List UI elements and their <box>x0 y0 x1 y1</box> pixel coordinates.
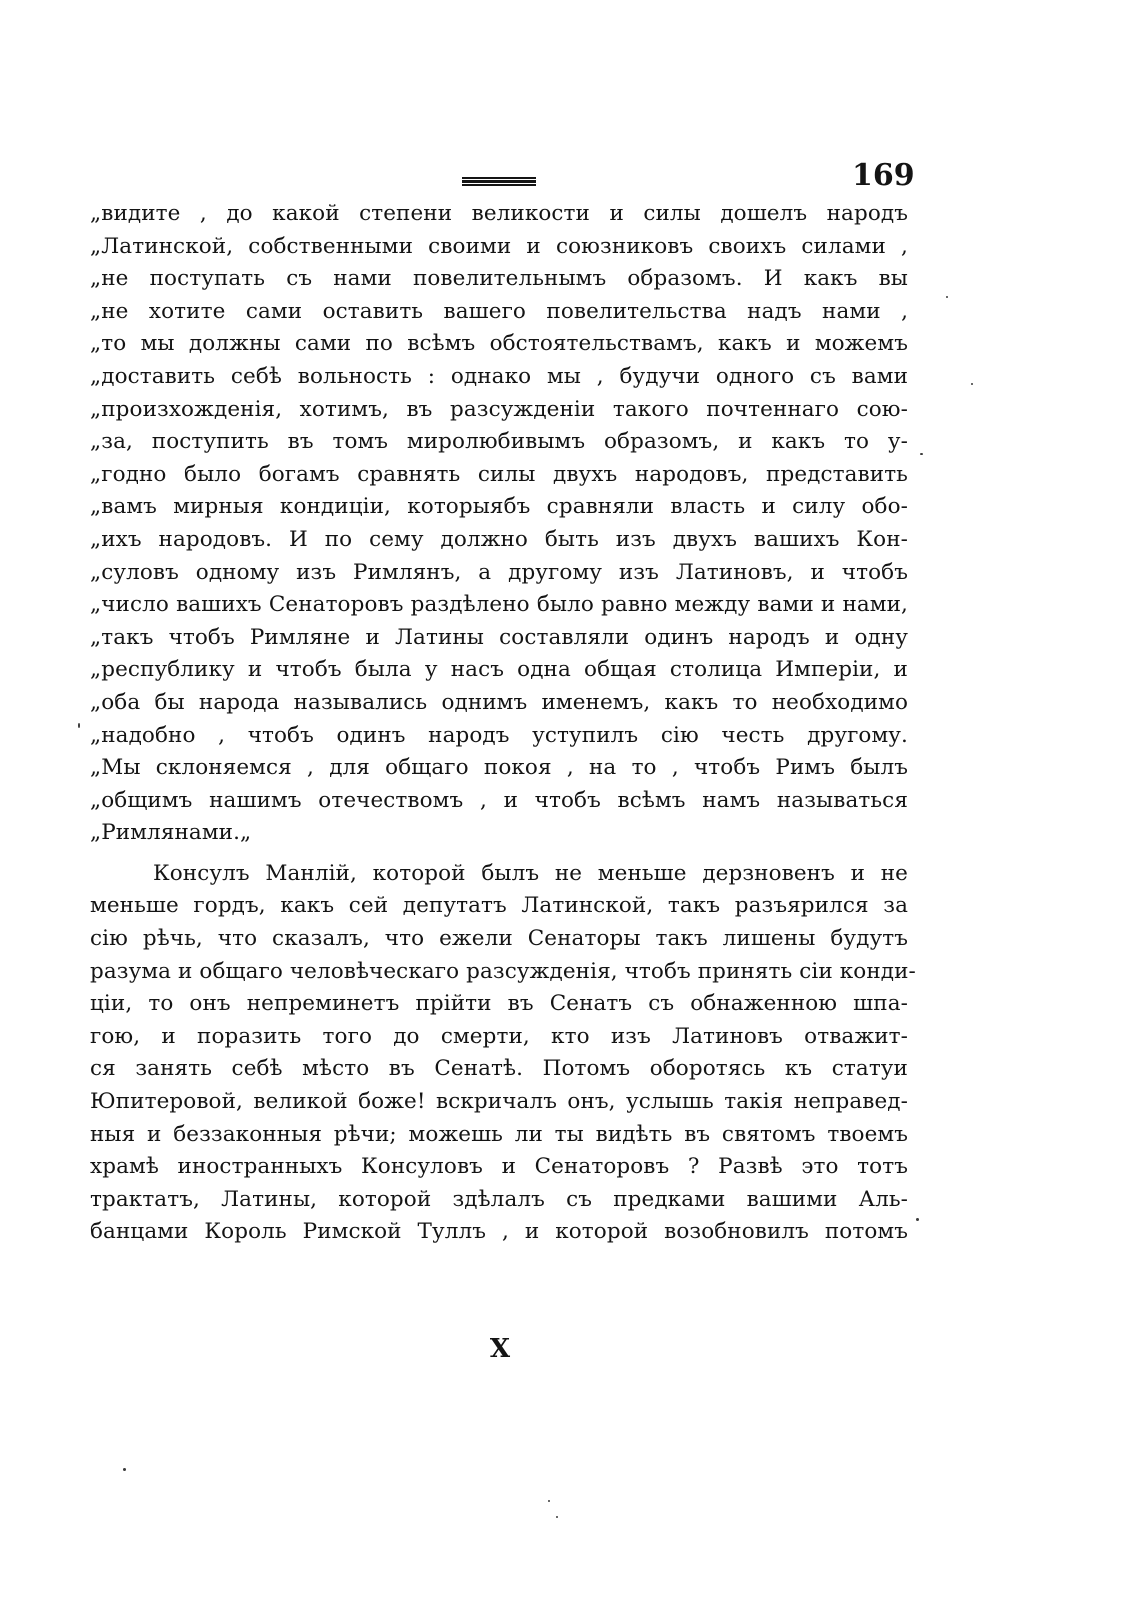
text-line: „Римлянами.„ <box>90 820 252 846</box>
text-line: „то мы должны сами по всѣмъ обстоятельствамъ, какъ и можемъ <box>90 331 908 357</box>
paper-speck <box>556 1516 558 1518</box>
page-number: 169 <box>852 158 915 193</box>
signature-mark: X <box>489 1334 511 1364</box>
text-line: „такъ чтобъ Римляне и Латины составляли одинъ народъ и одну <box>90 624 908 650</box>
text-line: „не хотите сами оставить вашего повелительства надъ нами , <box>90 298 908 324</box>
text-line: Консулъ Манлій, которой былъ не меньше дерзновенъ и не <box>153 860 908 886</box>
text-line: ся занять себѣ мѣсто въ Сенатѣ. Потомъ оборотясь къ статуи <box>90 1056 908 1082</box>
text-line: банцами Король Римской Туллъ , и которой возобновилъ потомъ <box>90 1219 908 1245</box>
body-text <box>90 198 916 1249</box>
paper-speck <box>78 723 80 728</box>
text-line: разума и общаго человѣческаго разсужденія, чтобъ принять сіи конди- <box>90 958 916 984</box>
text-line: „за, поступить въ томъ миролюбивымъ образомъ, и какъ то у- <box>90 429 908 455</box>
paper-speck <box>123 1468 126 1471</box>
text-line: „доставить себѣ вольность : однако мы , будучи одного съ вами <box>90 363 908 389</box>
text-line: „ихъ народовъ. И по сему должно быть изъ двухъ вашихъ Кон- <box>90 526 908 552</box>
text-line: „вамъ мирныя кондиціи, которыябъ сравняли власть и силу обо- <box>90 494 908 520</box>
text-line: трактатъ, Латины, которой здѣлалъ съ предками вашими Аль- <box>90 1186 908 1212</box>
paper-speck <box>946 296 948 298</box>
paper-speck <box>971 383 973 385</box>
text-line: „общимъ нашимъ отечествомъ , и чтобъ всѣмъ намъ называться <box>90 787 908 813</box>
text-line: „произхожденія, хотимъ, въ разсужденіи такого почтеннаго сою- <box>90 396 908 422</box>
quoted-speech <box>90 198 908 850</box>
text-line: „суловъ одному изъ Римлянъ, а другому изъ Латиновъ, и чтобъ <box>90 559 908 585</box>
narrative-paragraph <box>90 858 916 1249</box>
text-line: ныя и беззаконныя рѣчи; можешь ли ты видѣть въ святомъ твоемъ <box>90 1121 908 1147</box>
text-line: гою, и поразить того до смерти, кто изъ Латиновъ отважит- <box>90 1023 908 1049</box>
text-line: „видите , до какой степени великости и силы дошелъ народъ <box>90 201 908 226</box>
text-line: „оба бы народа назывались однимъ именемъ, какъ то необходимо <box>90 689 908 715</box>
text-line: сію рѣчь, что сказалъ, что ежели Сенаторы такъ лишены будутъ <box>90 926 908 952</box>
text-line: „годно было богамъ сравнять силы двухъ народовъ, представить <box>90 461 908 487</box>
text-line: „республику и чтобъ была у насъ одна общая столица Имперіи, и <box>90 657 908 683</box>
paper-speck <box>916 1218 919 1221</box>
text-line: храмѣ иностранныхъ Консуловъ и Сенаторовъ ? Развѣ это тотъ <box>90 1154 908 1180</box>
text-line: „не поступать съ нами повелительнымъ образомъ. И какъ вы <box>90 266 908 292</box>
text-line: „Мы склоняемся , для общаго покоя , на то , чтобъ Римъ былъ <box>90 755 908 781</box>
paper-speck <box>548 1500 550 1502</box>
text-line: „число вашихъ Сенаторовъ раздѣлено было равно между вами и нами, <box>90 592 908 618</box>
text-line: Юпитеровой, великой боже! вскричалъ онъ, услышь такія неправед- <box>90 1089 908 1115</box>
text-line: ціи, то онъ непреминетъ прійти въ Сенатъ съ обнаженною шпа- <box>90 991 908 1017</box>
text-line: меньше гордъ, какъ сей депутатъ Латинской, такъ разъярился за <box>90 893 908 919</box>
text-line: „надобно , чтобъ одинъ народъ уступилъ сію честь другому. <box>90 722 908 748</box>
text-line: „Латинской, собственными своими и союзниковъ своихъ силами , <box>90 233 908 259</box>
paper-speck <box>920 453 923 455</box>
header-ornament-rule <box>462 177 536 186</box>
